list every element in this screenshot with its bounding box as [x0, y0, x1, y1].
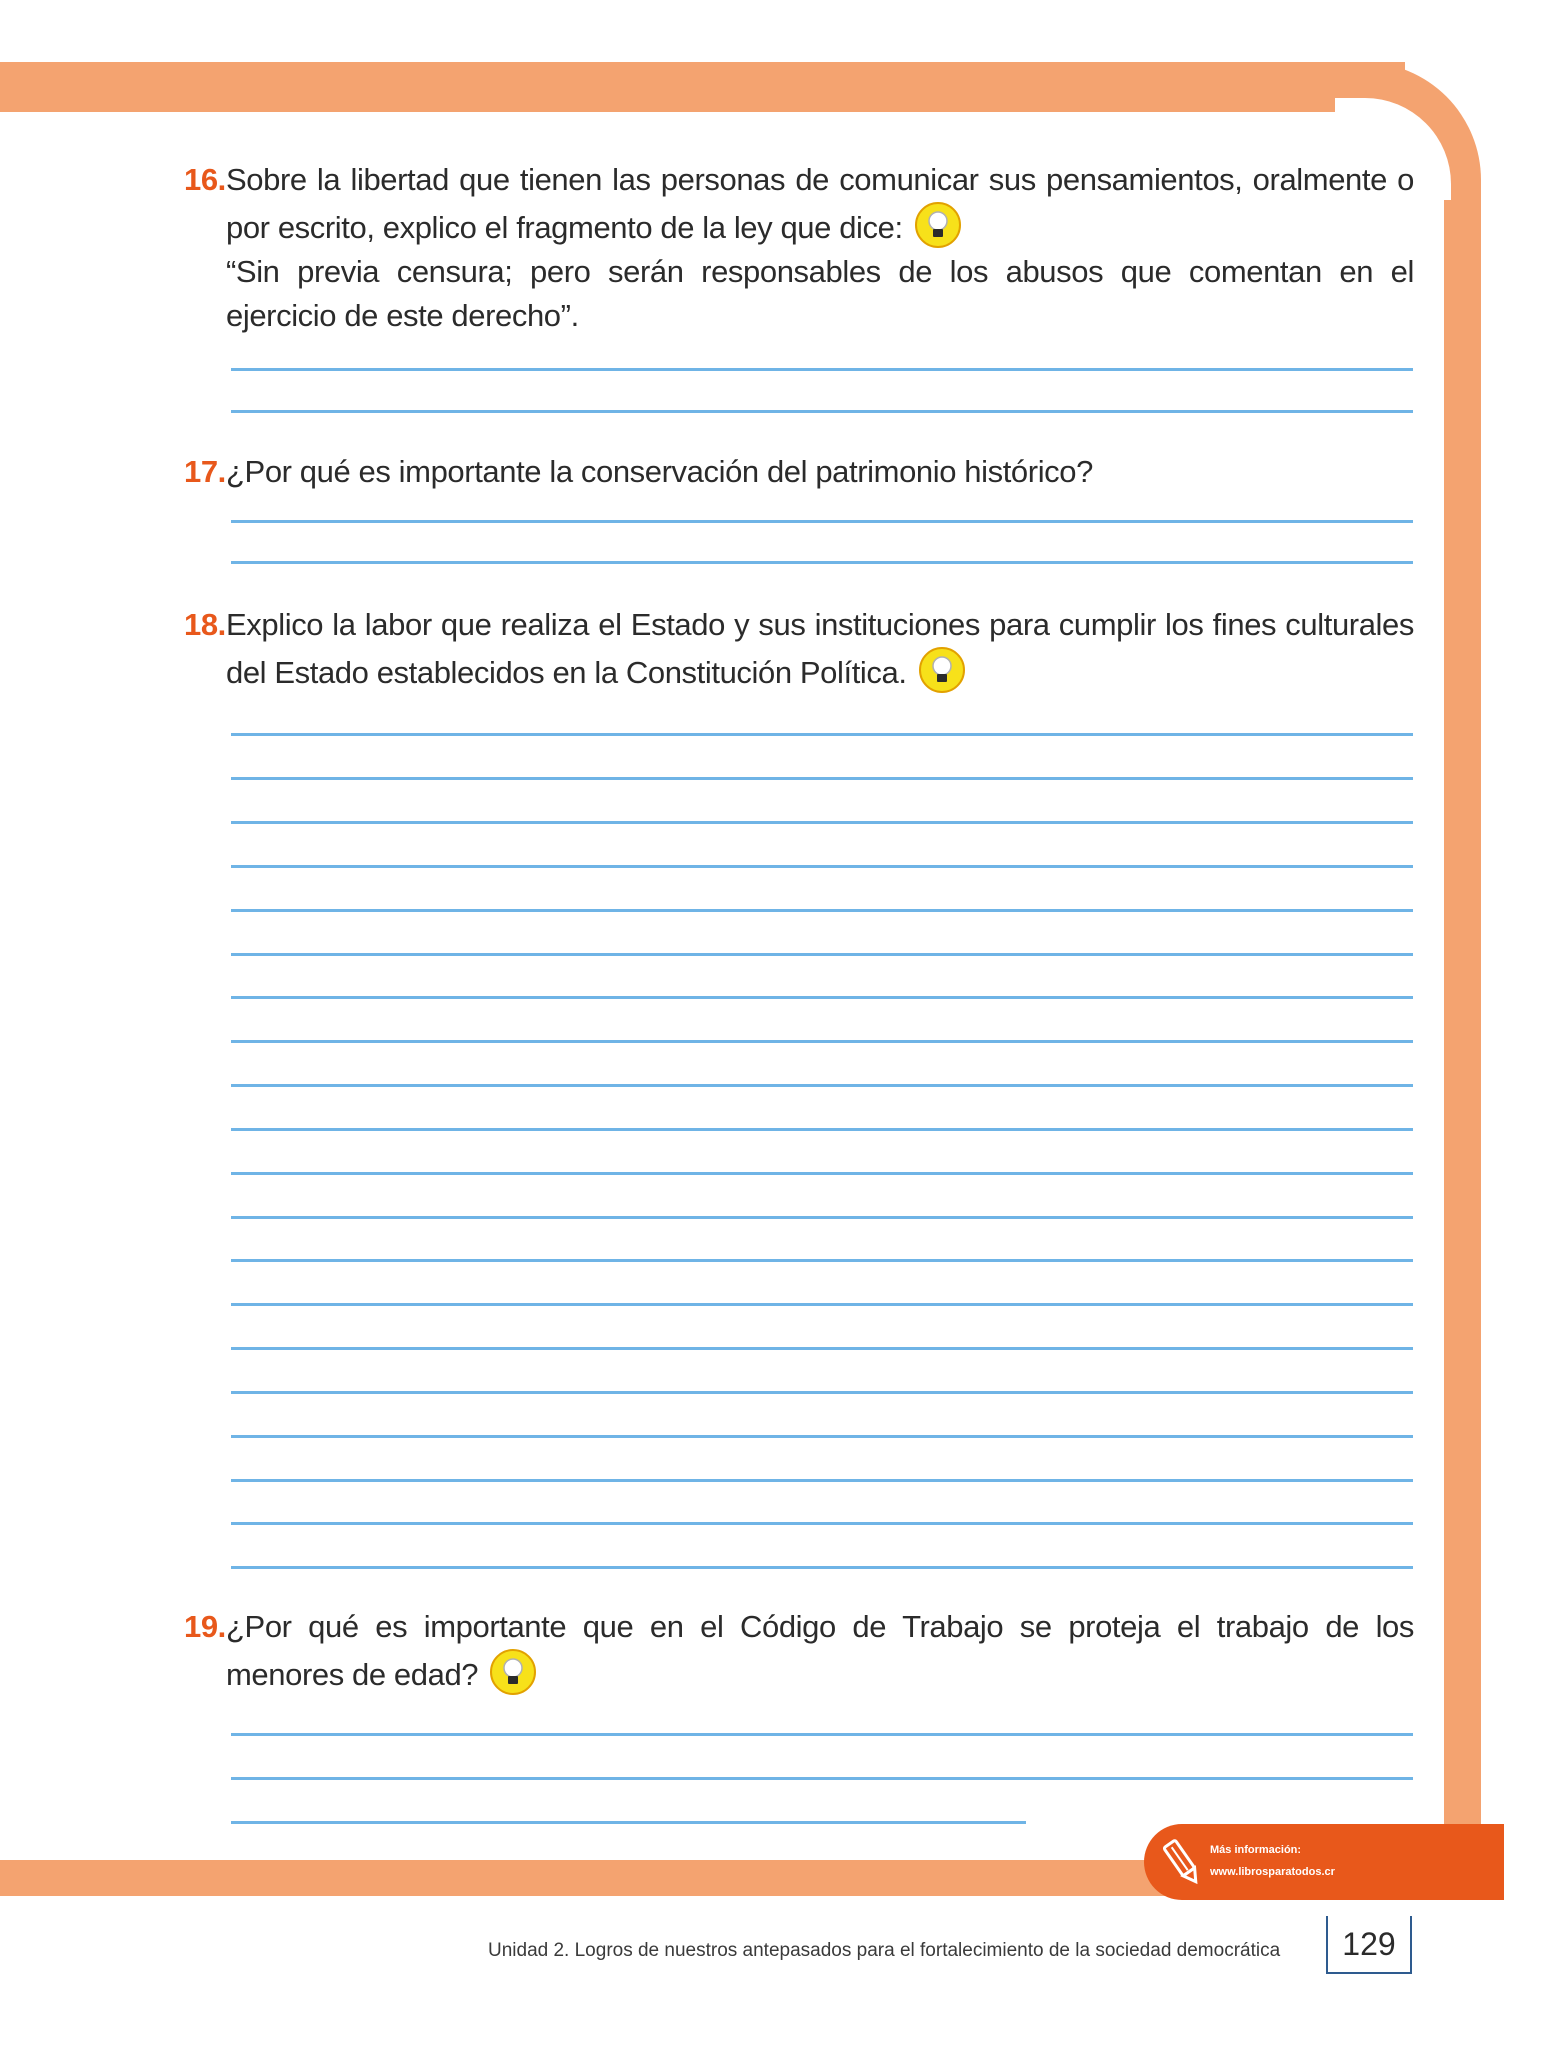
- answer-line[interactable]: [231, 1216, 1413, 1219]
- answer-line[interactable]: [231, 777, 1413, 780]
- question-text: ¿Por qué es importante que en el Código de Trabajo se proteja el trabajo de los menores de edad?: [226, 1609, 1414, 1692]
- question-quote: “Sin previa censura; pero serán responsables de los abusos que comentan en el ejercicio de este derecho”.: [226, 254, 1414, 333]
- answer-line[interactable]: [231, 733, 1413, 736]
- question-19: [184, 1605, 1414, 1697]
- answer-line[interactable]: [231, 368, 1413, 371]
- answer-line[interactable]: [231, 1435, 1413, 1438]
- question-16: [184, 158, 1414, 338]
- frame-right-bar: [1444, 200, 1481, 1830]
- answer-line[interactable]: [231, 1172, 1413, 1175]
- answer-line[interactable]: [231, 909, 1413, 912]
- more-info-badge[interactable]: [1144, 1824, 1504, 1900]
- question-text: Sobre la libertad que tienen las personas de comunicar sus pensamientos, oralmente o por escrito, explico el fragmento de la ley que dice:: [226, 162, 1414, 245]
- question-text: ¿Por qué es importante la conservación del patrimonio histórico?: [226, 454, 1093, 489]
- answer-line[interactable]: [231, 520, 1413, 523]
- question-number: 17.: [184, 454, 226, 489]
- more-info-label: Más información:: [1210, 1844, 1302, 1856]
- lightbulb-icon: [490, 1649, 536, 1695]
- answer-line[interactable]: [231, 1128, 1413, 1131]
- question-17: [184, 450, 1414, 494]
- page-number: 129: [1326, 1916, 1412, 1974]
- answer-line[interactable]: [231, 561, 1413, 564]
- answer-line[interactable]: [231, 1347, 1413, 1350]
- answer-line[interactable]: [231, 1821, 1026, 1824]
- answer-line[interactable]: [231, 996, 1413, 999]
- lightbulb-icon: [919, 647, 965, 693]
- answer-line[interactable]: [231, 410, 1413, 413]
- question-number: 19.: [184, 1609, 226, 1644]
- pencil-icon: [1156, 1836, 1208, 1888]
- answer-line[interactable]: [231, 821, 1413, 824]
- answer-line[interactable]: [231, 1479, 1413, 1482]
- answer-line[interactable]: [231, 1777, 1413, 1780]
- answer-line[interactable]: [231, 1391, 1413, 1394]
- frame-top-bar: [0, 62, 1405, 112]
- question-text: Explico la labor que realiza el Estado y sus instituciones para cumplir los fines culturales del Estado establecidos en la Constitución Política.: [226, 607, 1414, 690]
- answer-line[interactable]: [231, 1040, 1413, 1043]
- answer-line[interactable]: [231, 1084, 1413, 1087]
- frame-bottom-bar: [0, 1860, 1180, 1896]
- more-info-url[interactable]: www.librosparatodos.cr: [1210, 1866, 1335, 1878]
- answer-line[interactable]: [231, 1733, 1413, 1736]
- question-number: 18.: [184, 607, 226, 642]
- lightbulb-icon: [915, 202, 961, 248]
- answer-line[interactable]: [231, 953, 1413, 956]
- answer-line[interactable]: [231, 1522, 1413, 1525]
- unit-footer-text: Unidad 2. Logros de nuestros antepasados para el fortalecimiento de la sociedad democrática: [488, 1940, 1281, 1961]
- answer-line[interactable]: [231, 1303, 1413, 1306]
- answer-line[interactable]: [231, 865, 1413, 868]
- answer-line[interactable]: [231, 1566, 1413, 1569]
- answer-line[interactable]: [231, 1259, 1413, 1262]
- question-number: 16.: [184, 162, 226, 197]
- question-18: [184, 603, 1414, 695]
